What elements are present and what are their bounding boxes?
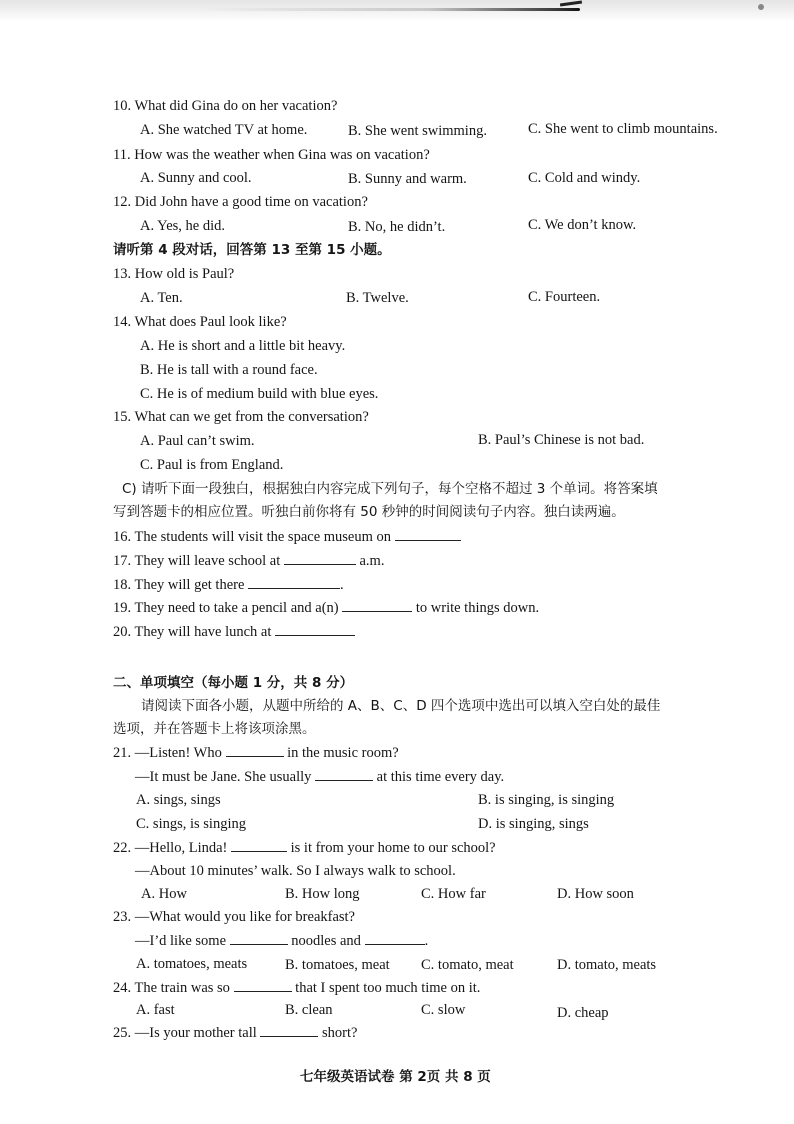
question-17-text: 17. They will leave school at bbox=[113, 553, 281, 569]
option-15c: C. Paul is from England. bbox=[140, 457, 284, 473]
question-18-text: 18. They will get there bbox=[113, 577, 245, 593]
question-23: 23. —What would you like for breakfast? bbox=[113, 909, 355, 925]
page-footer: 七年级英语试卷 第 2页 共 8 页 bbox=[300, 1069, 491, 1085]
question-23-reply-text: —I’d like some bbox=[135, 933, 227, 949]
question-18 bbox=[113, 575, 344, 594]
option-24c: C. slow bbox=[421, 1002, 466, 1018]
question-20 bbox=[113, 622, 355, 641]
question-19-suffix: to write things down. bbox=[415, 600, 540, 616]
question-25 bbox=[113, 1023, 357, 1042]
question-16 bbox=[113, 527, 461, 546]
answer-blank-18 bbox=[248, 575, 340, 589]
question-23-reply-text-2: noodles and bbox=[291, 933, 361, 949]
scan-edge bbox=[0, 0, 794, 22]
answer-blank-23b bbox=[365, 931, 425, 945]
answer-blank-20 bbox=[275, 622, 355, 636]
option-10b: B. She went swimming. bbox=[348, 123, 487, 139]
part-2-heading: 二、单项填空（每小题 1 分，共 8 分） bbox=[113, 675, 354, 691]
option-24a: A. fast bbox=[136, 1002, 175, 1018]
question-21 bbox=[113, 743, 399, 762]
option-23a: A. tomatoes, meats bbox=[136, 956, 248, 972]
question-13: 13. How old is Paul? bbox=[113, 266, 235, 282]
question-24-text-2: that I spent too much time on it. bbox=[295, 980, 481, 996]
option-23b: B. tomatoes, meat bbox=[285, 957, 390, 973]
answer-blank-22 bbox=[231, 838, 287, 852]
question-17-suffix: a.m. bbox=[359, 553, 385, 569]
question-22 bbox=[113, 838, 496, 857]
section-c-instruction-2: 写到答题卡的相应位置。听独白前你将有 50 秒钟的时间阅读句子内容。独白读两遍。 bbox=[113, 504, 625, 520]
option-13b: B. Twelve. bbox=[346, 290, 409, 306]
option-21d: D. is singing, sings bbox=[478, 816, 589, 832]
question-22-text-2: is it from your home to our school? bbox=[290, 840, 496, 856]
answer-blank-17 bbox=[284, 551, 356, 565]
option-14a: A. He is short and a little bit heavy. bbox=[140, 338, 346, 354]
option-22d: D. How soon bbox=[557, 886, 634, 902]
option-21b: B. is singing, is singing bbox=[478, 792, 615, 808]
question-22-reply: —About 10 minutes’ walk. So I always walk to school. bbox=[135, 863, 456, 879]
option-22b: B. How long bbox=[285, 886, 360, 902]
question-24 bbox=[113, 978, 480, 997]
question-18-suffix: . bbox=[340, 577, 344, 593]
question-22-text: 22. —Hello, Linda! bbox=[113, 840, 228, 856]
option-10c: C. She went to climb mountains. bbox=[528, 121, 718, 137]
answer-blank-21a bbox=[226, 743, 284, 757]
answer-blank-16 bbox=[395, 527, 461, 541]
question-14: 14. What does Paul look like? bbox=[113, 314, 287, 330]
question-21-reply-text-2: at this time every day. bbox=[376, 769, 505, 785]
question-17 bbox=[113, 551, 384, 570]
option-15b: B. Paul’s Chinese is not bad. bbox=[478, 432, 645, 448]
option-10a: A. She watched TV at home. bbox=[140, 122, 308, 138]
option-22c: C. How far bbox=[421, 886, 486, 902]
option-15a: A. Paul can’t swim. bbox=[140, 433, 255, 449]
question-15: 15. What can we get from the conversation? bbox=[113, 409, 369, 425]
option-11b: B. Sunny and warm. bbox=[348, 171, 467, 187]
question-11: 11. How was the weather when Gina was on vacation? bbox=[113, 147, 430, 163]
option-14b: B. He is tall with a round face. bbox=[140, 362, 318, 378]
instruction-dialogue-4: 请听第 4 段对话，回答第 13 至第 15 小题。 bbox=[113, 242, 391, 258]
option-12c: C. We don’t know. bbox=[528, 217, 637, 233]
option-24d: D. cheap bbox=[557, 1005, 609, 1021]
answer-blank-21b bbox=[315, 767, 373, 781]
question-21-reply bbox=[135, 767, 504, 786]
option-11c: C. Cold and windy. bbox=[528, 170, 641, 186]
option-12a: A. Yes, he did. bbox=[140, 218, 225, 234]
question-21-reply-text: —It must be Jane. She usually bbox=[135, 769, 312, 785]
question-10: 10. What did Gina do on her vacation? bbox=[113, 98, 338, 114]
option-14c: C. He is of medium build with blue eyes. bbox=[140, 386, 379, 402]
answer-blank-24 bbox=[234, 978, 292, 992]
question-25-text: 25. —Is your mother tall bbox=[113, 1025, 257, 1041]
answer-blank-19 bbox=[342, 598, 412, 612]
question-23-reply-end: . bbox=[424, 933, 429, 949]
option-23d: D. tomato, meats bbox=[557, 957, 657, 973]
answer-blank-25 bbox=[260, 1023, 318, 1037]
option-12b: B. No, he didn’t. bbox=[348, 219, 446, 235]
option-22a: A. How bbox=[141, 886, 187, 902]
question-21-text-2: in the music room? bbox=[287, 745, 399, 761]
question-16-text: 16. The students will visit the space museum on bbox=[113, 529, 392, 545]
answer-blank-23a bbox=[230, 931, 288, 945]
option-21c: C. sings, is singing bbox=[136, 816, 246, 832]
question-19-text: 19. They need to take a pencil and a(n) bbox=[113, 600, 339, 616]
option-11a: A. Sunny and cool. bbox=[140, 170, 252, 186]
scan-dot bbox=[758, 4, 764, 10]
option-13a: A. Ten. bbox=[140, 290, 183, 306]
question-19 bbox=[113, 598, 539, 617]
question-24-text: 24. The train was so bbox=[113, 980, 230, 996]
question-12: 12. Did John have a good time on vacation? bbox=[113, 194, 368, 210]
question-20-text: 20. They will have lunch at bbox=[113, 624, 272, 640]
option-24b: B. clean bbox=[285, 1002, 333, 1018]
part-2-instruction-1: 请阅读下面各小题，从题中所给的 A、B、C、D 四个选项中选出可以填入空白处的最佳 bbox=[141, 698, 661, 714]
part-2-instruction-2: 选项，并在答题卡上将该项涂黑。 bbox=[113, 721, 316, 737]
section-c-instruction-1: C) 请听下面一段独白，根据独白内容完成下列句子，每个空格不超过 3 个单词。将答案填 bbox=[122, 481, 658, 497]
option-21a: A. sings, sings bbox=[136, 792, 221, 808]
question-25-text-2: short? bbox=[322, 1025, 358, 1041]
question-23-reply bbox=[135, 931, 428, 950]
option-13c: C. Fourteen. bbox=[528, 289, 601, 305]
question-21-text: 21. —Listen! Who bbox=[113, 745, 222, 761]
scan-mark bbox=[560, 0, 582, 6]
option-23c: C. tomato, meat bbox=[421, 957, 514, 973]
scan-streak bbox=[200, 8, 580, 11]
